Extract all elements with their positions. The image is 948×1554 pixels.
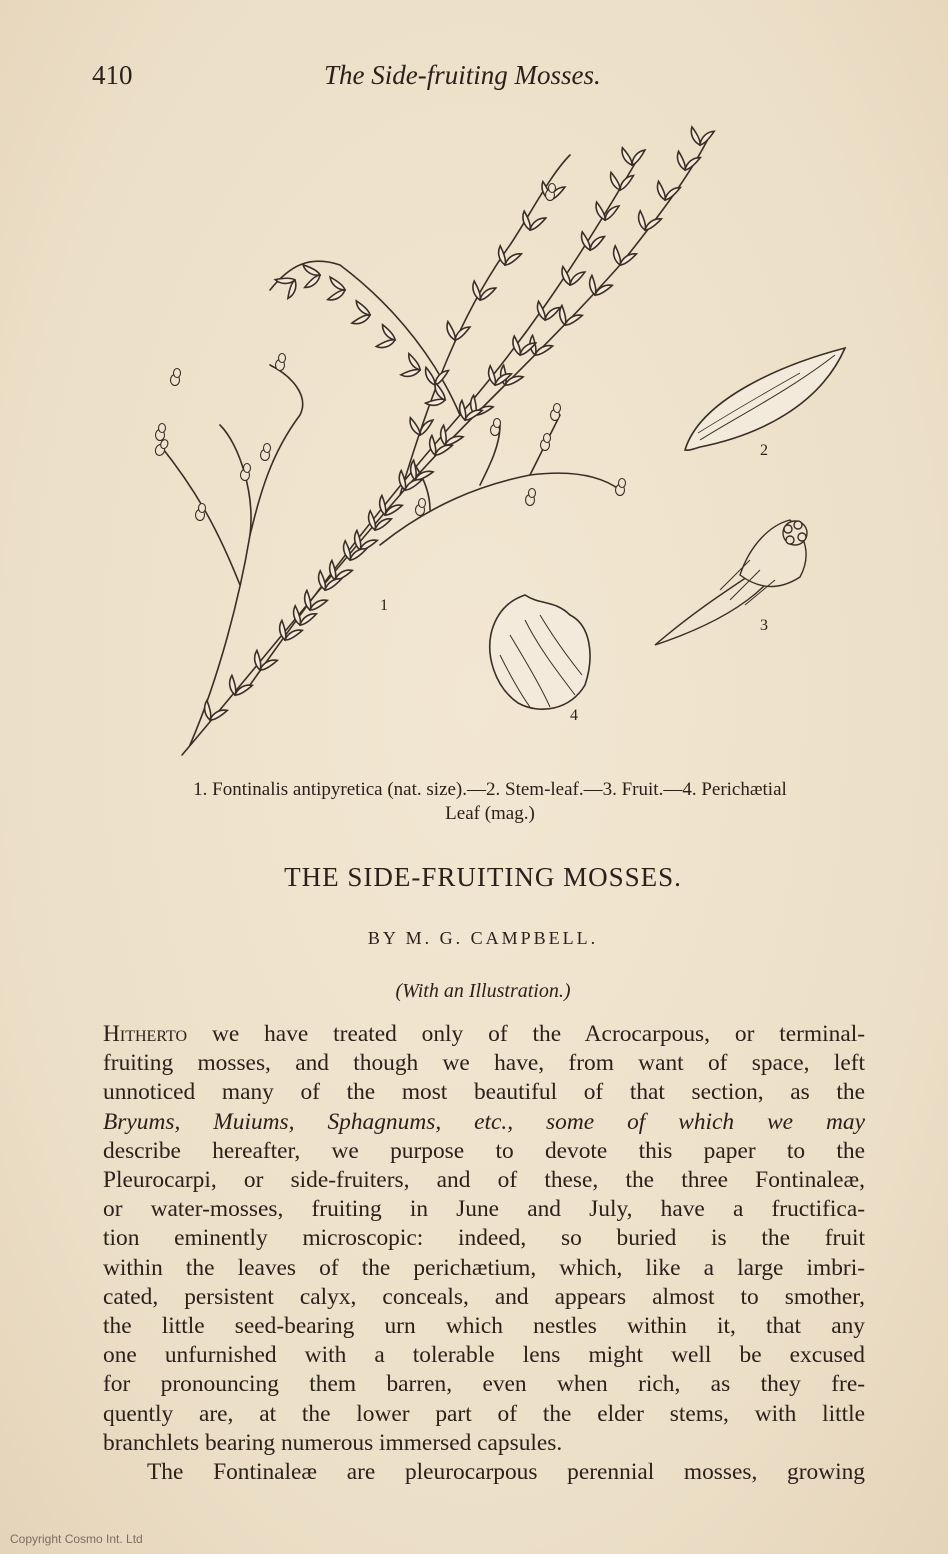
figure-1-capsules [154,184,626,521]
caption-line-1: 1. Fontinalis antipyretica (nat. size).—2. Stem-leaf.—3. Fruit.—4. Perichætial [193,779,787,800]
body-line: branchlets bearing numerous immersed capsules. [103,1429,563,1456]
figure-label-4: 4 [570,707,578,724]
body-line: unnoticed many of the most beautiful of that section, as the [103,1079,865,1106]
article-byline: BY M. G. CAMPBELL. [367,928,599,948]
running-title: The Side-fruiting Mosses. [324,60,601,90]
page-header [92,60,872,96]
page-number: 410 [92,60,133,90]
body-line: cated, persistent calyx, conceals, and appears almost to smother, [103,1283,865,1310]
caption-line-2: Leaf (mag.) [445,803,535,824]
body-line: or water-mosses, fruiting in June and July, have a fructifica- [103,1196,865,1223]
body-line: fruiting mosses, and though we have, from want of space, left [103,1050,865,1077]
body-line: tion eminently microscopic: indeed, so buried is the fruit [103,1225,865,1252]
copyright-watermark: Copyright Cosmo Int. Ltd [10,1532,143,1546]
figure-label-3: 3 [760,617,768,634]
illustration-note: (With an Illustration.) [395,980,571,1002]
article-body [103,1020,865,1487]
body-line: within the leaves of the perichætium, which, like a large imbri- [103,1254,865,1281]
drop-word: Hitherto [103,1021,188,1047]
moss-drawing [100,115,870,780]
body-line: Hitherto we have treated only of the Acrocarpous, or terminal- [103,1021,865,1047]
figure-4-perichaetial-leaf [490,595,590,709]
moss-illustration [100,115,870,780]
body-line: Bryums, Muiums, Sphagnums, etc., some of which we may [103,1108,865,1135]
body-line: one unfurnished with a tolerable lens might well be excused [103,1342,865,1369]
figure-3-fruit [655,520,807,645]
body-line: the little seed-bearing urn which nestles within it, that any [103,1313,865,1340]
body-line: The Fontinaleæ are pleurocarpous perennial mosses, growing [147,1459,865,1486]
figure-label-2: 2 [760,442,768,459]
body-line: describe hereafter, we purpose to devote this paper to the [103,1137,865,1164]
figure-1-leaves [195,121,718,731]
figure-label-1: 1 [380,597,388,614]
figure-2-stem-leaf [685,348,845,450]
body-line: quently are, at the lower part of the elder stems, with little [103,1400,865,1427]
article-title: THE SIDE-FRUITING MOSSES. [284,862,682,892]
body-line: for pronouncing them barren, even when rich, as they fre- [103,1371,865,1398]
figure-caption [110,778,870,826]
body-line: Pleurocarpi, or side-fruiters, and of these, the three Fontinaleæ, [103,1167,865,1194]
